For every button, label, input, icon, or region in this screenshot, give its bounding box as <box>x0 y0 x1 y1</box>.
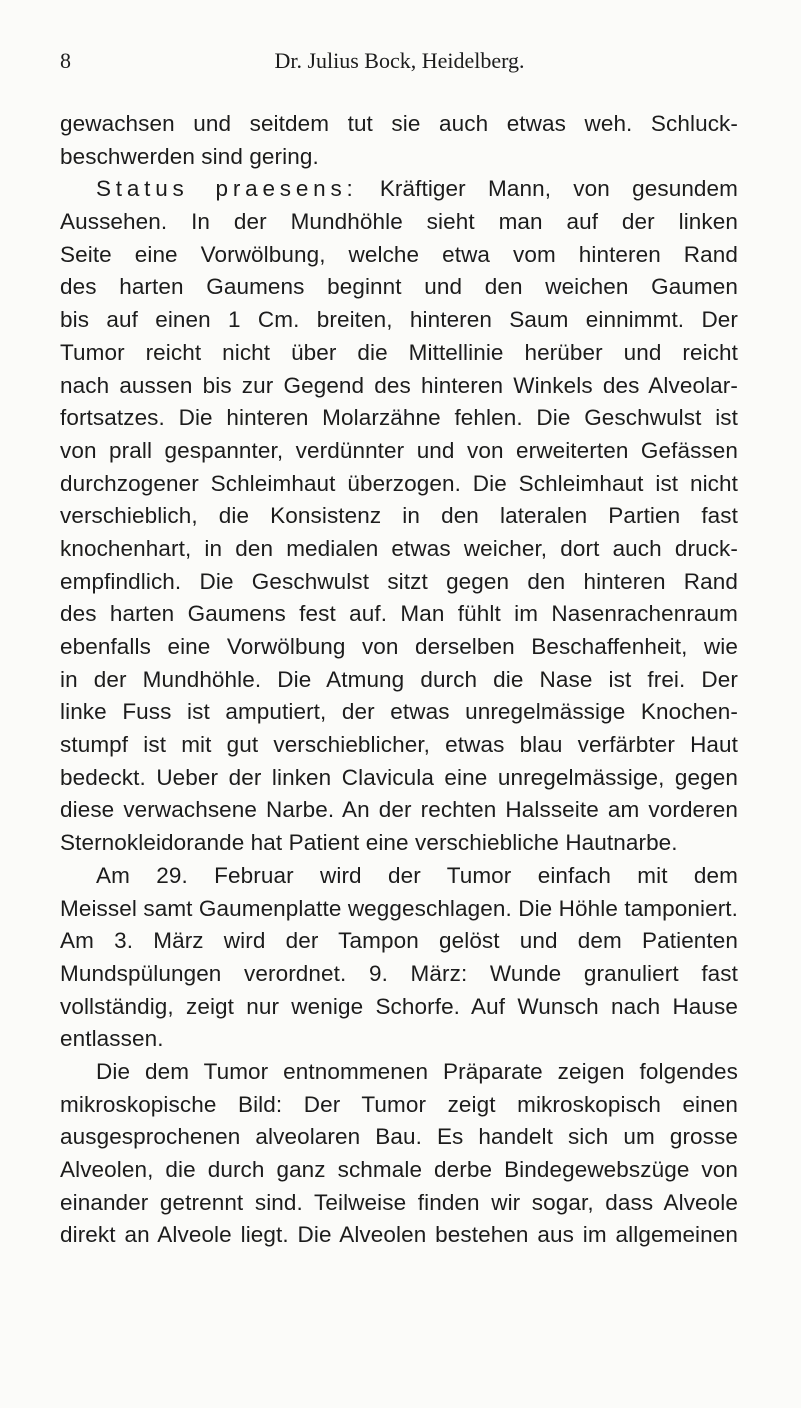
text-line: nach aussen bis zur Gegend des hinteren Winkels des Alveolar- <box>60 372 738 398</box>
text-line: knochenhart, in den medialen etwas weicher, dort auch druck- <box>60 535 738 561</box>
text-line: durchzogener Schleimhaut überzogen. Die Schleimhaut ist nicht <box>60 470 738 496</box>
text-line: Mundspülungen verordnet. 9. März: Wunde granuliert fast <box>60 960 738 986</box>
text-line: mikroskopische Bild: Der Tumor zeigt mikroskopisch einen <box>60 1091 738 1117</box>
text-line: Seite eine Vorwölbung, welche etwa vom hinteren Rand <box>60 241 738 267</box>
text-line: bedeckt. Ueber der linken Clavicula eine unregelmässige, gegen <box>60 764 738 790</box>
text-line: in der Mundhöhle. Die Atmung durch die Nase ist frei. Der <box>60 666 738 692</box>
text-fragment: Kräftiger Mann, von gesundem <box>357 176 738 202</box>
text-line: vollständig, zeigt nur wenige Schorfe. Auf Wunsch nach Hause <box>60 993 738 1019</box>
running-head: Dr. Julius Bock, Heidelberg. <box>274 48 525 73</box>
text-line: von prall gespannter, verdünnter und von erweiterten Gefässen <box>60 437 738 463</box>
text-line: ebenfalls eine Vorwölbung von derselben Beschaffenheit, wie <box>60 634 738 659</box>
page-header <box>60 48 739 84</box>
text-line: gewachsen und seitdem tut sie auch etwas weh. Schluck- <box>60 111 738 136</box>
page-number: 8 <box>60 48 71 73</box>
text-line: Tumor reicht nicht über die Mittellinie herüber und reicht <box>60 339 738 365</box>
text-line: des harten Gaumens fest auf. Man fühlt im Nasenrachenraum <box>60 601 738 627</box>
section-lead: Status praesens: <box>96 176 358 202</box>
paragraph-4 <box>60 1056 738 1252</box>
text-line: stumpf ist mit gut verschieblicher, etwas blau verfärbter Haut <box>60 732 738 758</box>
text-line: linke Fuss ist amputiert, der etwas unregelmässige Knochen- <box>60 699 738 725</box>
text-line <box>60 173 738 206</box>
text-line: Am 29. Februar wird der Tumor einfach mit dem <box>96 862 738 888</box>
text-line: Sternokleidorande hat Patient eine verschiebliche Hautnarbe. <box>60 830 678 856</box>
text-line: des harten Gaumens beginnt und den weichen Gaumen <box>60 274 738 300</box>
text-line: Die dem Tumor entnommenen Präparate zeigen folgendes <box>96 1058 738 1084</box>
text-line: diese verwachsene Narbe. An der rechten Halsseite am vorderen <box>60 797 738 823</box>
text-line: entlassen. <box>60 1026 164 1052</box>
text-line: verschieblich, die Konsistenz in den lateralen Partien fast <box>60 503 738 529</box>
body-text <box>60 108 738 1252</box>
text-line: ausgesprochenen alveolaren Bau. Es handelt sich um grosse <box>60 1124 738 1150</box>
text-line: Alveolen, die durch ganz schmale derbe Bindegewebszüge von <box>60 1157 738 1182</box>
paragraph-3 <box>60 860 738 1056</box>
text-line: Meissel samt Gaumenplatte weggeschlagen. Die Höhle tamponiert. <box>60 895 738 921</box>
paragraph-status-praesens <box>60 173 738 859</box>
text-line: empfindlich. Die Geschwulst sitzt gegen den hinteren Rand <box>60 568 738 594</box>
text-line: direkt an Alveole liegt. Die Alveolen bestehen aus im allgemeinen <box>60 1222 738 1248</box>
text-line: fortsatzes. Die hinteren Molarzähne fehlen. Die Geschwulst ist <box>60 405 738 431</box>
text-line: Am 3. März wird der Tampon gelöst und dem Patienten <box>60 928 738 954</box>
paragraph-1 <box>60 108 738 173</box>
text-line: einander getrennt sind. Teilweise finden wir sogar, dass Alveole <box>60 1189 738 1215</box>
text-line: beschwerden sind gering. <box>60 143 319 169</box>
text-line: Aussehen. In der Mundhöhle sieht man auf der linken <box>60 209 738 235</box>
text-line: bis auf einen 1 Cm. breiten, hinteren Saum einnimmt. Der <box>60 307 738 333</box>
